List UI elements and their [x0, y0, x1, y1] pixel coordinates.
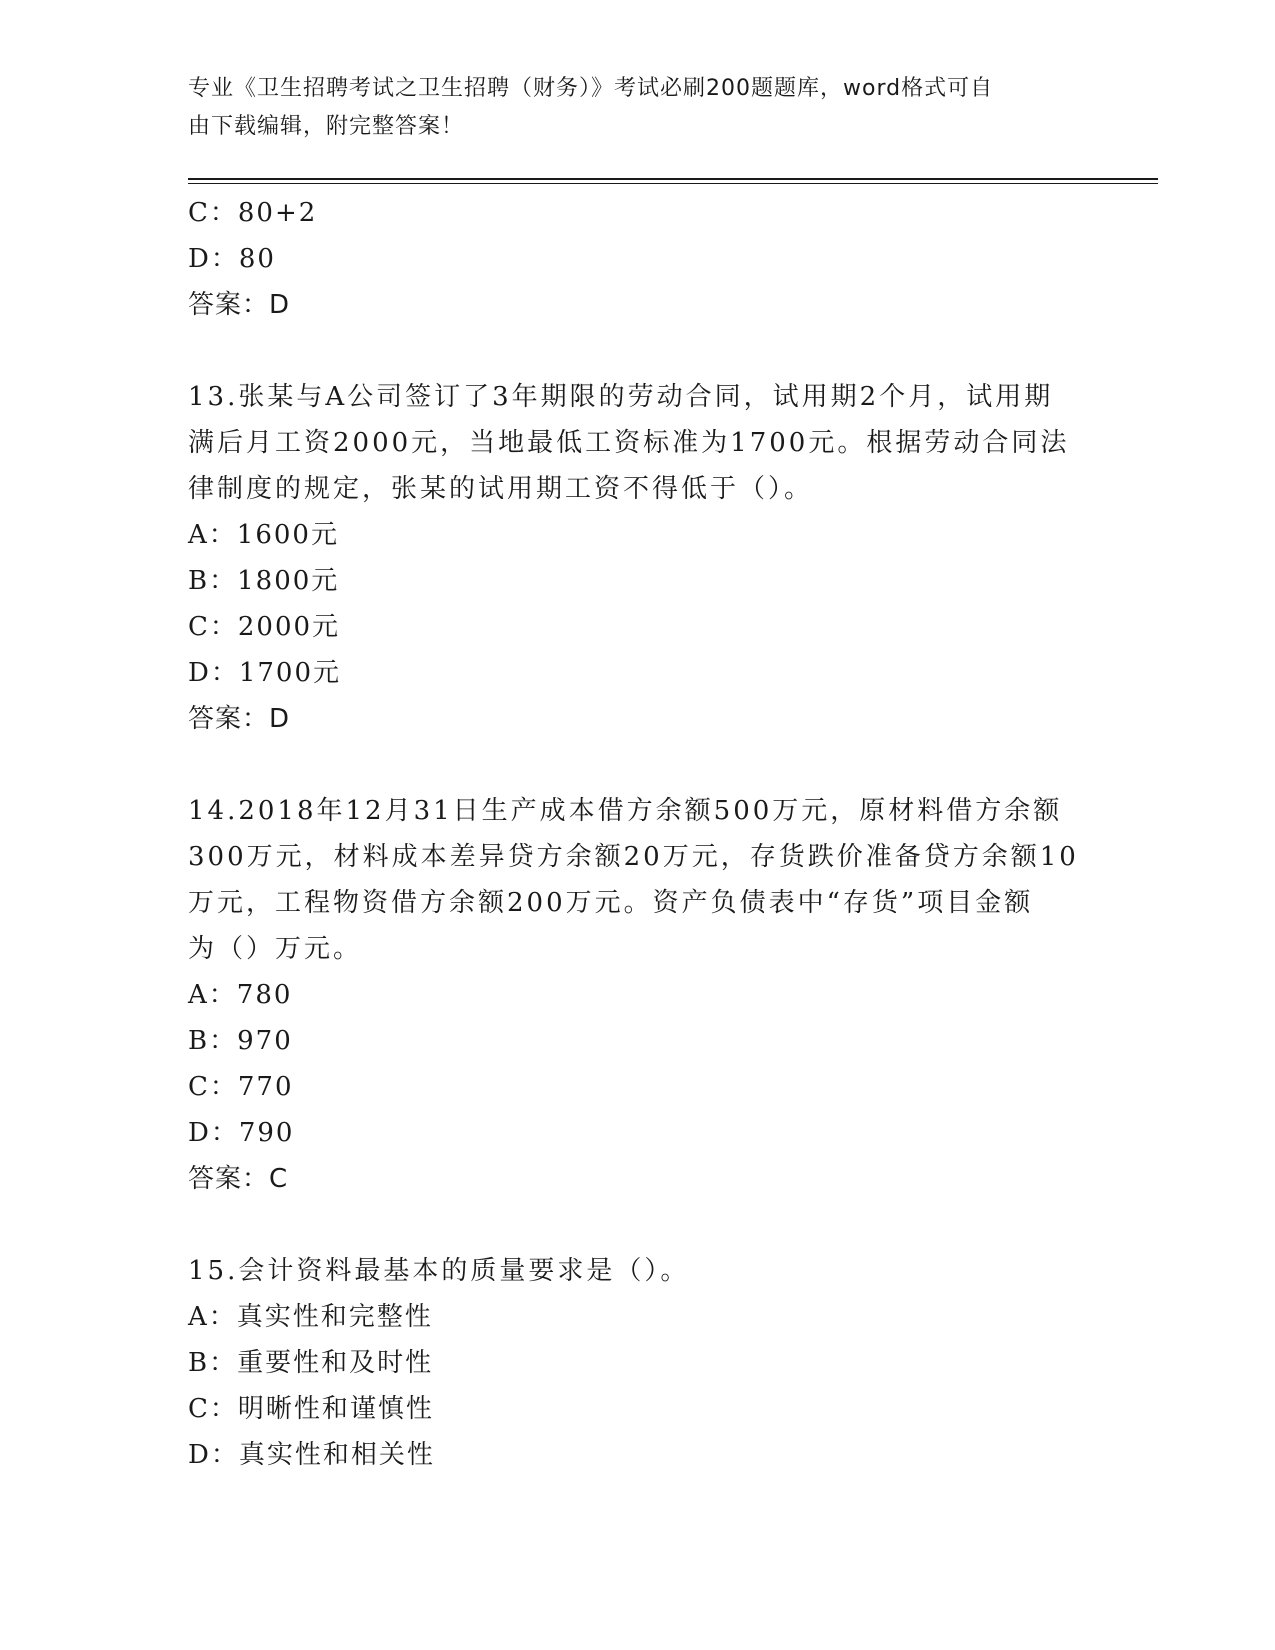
header-line-1: 专业《卫生招聘考试之卫生招聘（财务）》考试必刷200题题库，word格式可自 [188, 76, 994, 101]
question-stem-line: 律制度的规定，张某的试用期工资不得低于（）。 [188, 474, 814, 504]
answer-line: 答案：D [188, 290, 291, 320]
header-divider-thick [188, 178, 1158, 180]
option-d: D：790 [188, 1118, 295, 1148]
option-a: A：780 [188, 980, 293, 1010]
header-line-2: 由下载编辑，附完整答案！ [188, 114, 465, 139]
question-15 [188, 1248, 1088, 1478]
question-stem-line: 300万元，材料成本差异贷方余额20万元，存货跌价准备贷方余额10 [188, 842, 1079, 872]
question-stem-line: 14.2018年12月31日生产成本借方余额500万元，原材料借方余额 [188, 796, 1063, 826]
question-list [188, 190, 1088, 1478]
question-stem-line: 15.会计资料最基本的质量要求是（）。 [188, 1256, 690, 1286]
option-d: D：80 [188, 244, 276, 274]
option-b: B：970 [188, 1026, 293, 1056]
question-stem-line: 13.张某与A公司签订了3年期限的劳动合同，试用期2个月，试用期 [188, 382, 1054, 412]
answer-line: 答案：D [188, 704, 291, 734]
option-a: A：真实性和完整性 [188, 1302, 433, 1332]
document-header [188, 70, 1088, 146]
answer-line: 答案：C [188, 1164, 289, 1194]
question-stem-line: 万元，工程物资借方余额200万元。资产负债表中“存货”项目金额 [188, 888, 1034, 918]
option-c: C：2000元 [188, 612, 341, 642]
option-c: C：80+2 [188, 198, 318, 228]
question-stem-line: 满后月工资2000元，当地最低工资标准为1700元。根据劳动合同法 [188, 428, 1070, 458]
question-14 [188, 788, 1088, 1202]
question-13 [188, 374, 1088, 742]
option-d: D：真实性和相关性 [188, 1440, 435, 1470]
option-c: C：明晰性和谨慎性 [188, 1394, 434, 1424]
option-b: B：重要性和及时性 [188, 1348, 434, 1378]
option-c: C：770 [188, 1072, 294, 1102]
header-divider-thin [188, 183, 1158, 184]
question-12 [188, 190, 1088, 328]
option-b: B：1800元 [188, 566, 340, 596]
question-stem-line: 为（）万元。 [188, 934, 363, 964]
option-a: A：1600元 [188, 520, 339, 550]
option-d: D：1700元 [188, 658, 342, 688]
